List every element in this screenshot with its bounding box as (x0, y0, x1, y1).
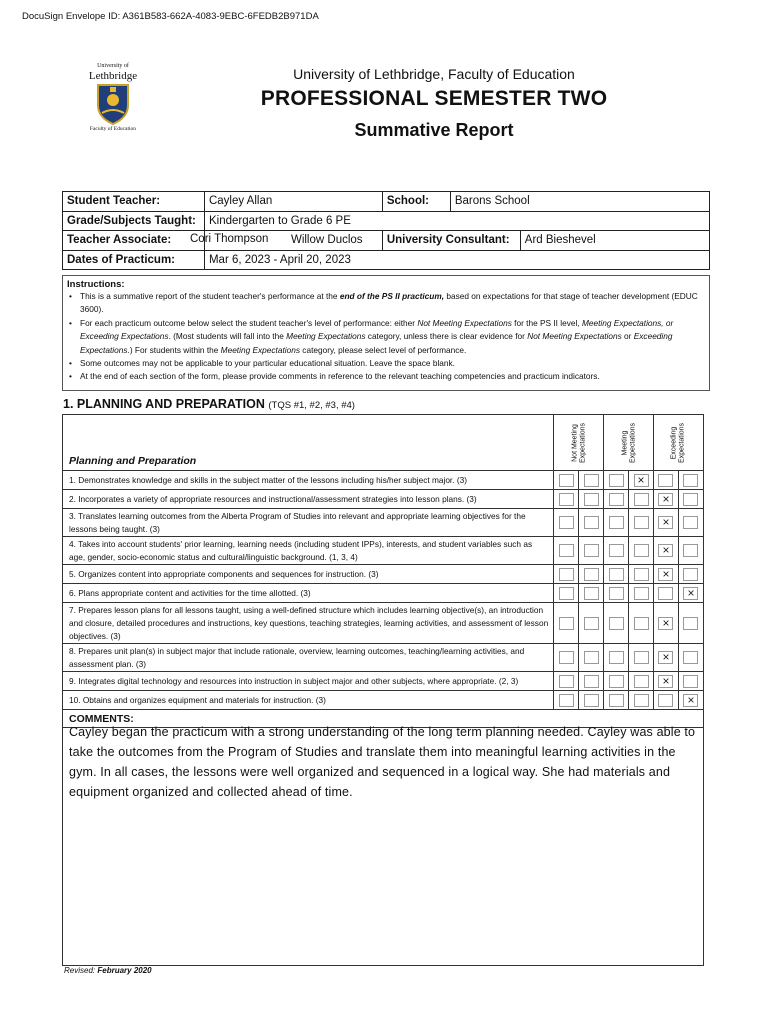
rating-cell (604, 644, 629, 672)
rating-checkbox[interactable]: × (683, 587, 698, 600)
rating-cell (629, 672, 654, 691)
rating-checkbox[interactable] (683, 516, 698, 529)
rating-cell (604, 509, 629, 537)
university-consultant-label: University Consultant: (382, 231, 520, 251)
teacher-associate-label (63, 231, 269, 251)
rating-cell (604, 471, 629, 490)
rating-checkbox[interactable] (609, 617, 624, 630)
outcome-text: 9. Integrates digital technology and resources into instruction in subject major and other subjects, where appropriate. (2, 3) (63, 672, 554, 691)
outcome-text: 8. Prepares unit plan(s) in subject major that include rationale, overview, learning outcomes, teaching/learning activities, and assessment plan. (3) (63, 644, 554, 672)
comments-field[interactable]: Cayley began the practicum with a strong understanding of the long term planning needed. Cayley was able to take the outcomes from the Program of Studies and translate them into meaningful learning activities in the gym. In all cases, the lessons were well organized and sequenced in a logical way. She had materials and equipment organized and collected ahead of time. (62, 718, 704, 966)
rating-checkbox[interactable] (584, 587, 599, 600)
rating-cell (678, 584, 703, 603)
instruction-1: • This is a summative report of the student teacher's performance at the end of the PS II practicum, based on expectations for that stage of teacher development (EDUC 3600). (67, 290, 705, 317)
rating-checkbox[interactable]: × (658, 568, 673, 581)
rating-cell (579, 490, 604, 509)
rating-cell (678, 565, 703, 584)
rating-checkbox[interactable] (634, 675, 649, 688)
rating-cell (629, 584, 654, 603)
rating-checkbox[interactable] (634, 587, 649, 600)
rating-cell (629, 471, 654, 490)
rating-cell (653, 672, 678, 691)
table-row (63, 509, 704, 537)
outcome-text: 5. Organizes content into appropriate components and sequences for instruction. (3) (63, 565, 554, 584)
page-title: PROFESSIONAL SEMESTER TWO (260, 87, 608, 110)
rating-checkbox[interactable] (559, 516, 574, 529)
rating-cell (653, 471, 678, 490)
rating-checkbox[interactable] (559, 568, 574, 581)
rating-checkbox[interactable] (584, 617, 599, 630)
rating-cell (554, 644, 579, 672)
rating-checkbox[interactable] (634, 617, 649, 630)
rating-cell (653, 565, 678, 584)
col-exceeding: Exceeding Expectations (653, 415, 703, 471)
rating-checkbox[interactable] (609, 544, 624, 557)
section-title: 1. PLANNING AND PREPARATION (63, 397, 265, 411)
rating-checkbox[interactable] (609, 587, 624, 600)
rating-cell (678, 603, 703, 644)
rating-checkbox[interactable] (584, 651, 599, 664)
rating-cell (629, 490, 654, 509)
outcome-text: 10. Obtains and organizes equipment and materials for instruction. (3) (63, 691, 554, 710)
rating-cell (678, 691, 703, 710)
university-heading: University of Lethbridge, Faculty of Education (293, 66, 575, 82)
rating-cell (653, 537, 678, 565)
teacher-associate-name-2[interactable]: Willow Duclos (204, 231, 382, 251)
table-row (63, 691, 704, 710)
instructions-box (62, 275, 710, 391)
rating-cell (604, 672, 629, 691)
rating-cell (604, 603, 629, 644)
rating-cell (653, 691, 678, 710)
rating-checkbox[interactable]: × (658, 651, 673, 664)
rating-cell (579, 471, 604, 490)
table-row (63, 565, 704, 584)
table-row (63, 471, 704, 490)
docusign-envelope-id: DocuSign Envelope ID: A361B583-662A-4083-9EBC-6FEDB2B971DA (22, 11, 319, 22)
crest-icon (96, 83, 130, 125)
rating-checkbox[interactable] (559, 544, 574, 557)
rating-checkbox[interactable] (559, 675, 574, 688)
rating-checkbox[interactable] (658, 694, 673, 707)
rating-checkbox[interactable] (584, 675, 599, 688)
rating-checkbox[interactable] (609, 493, 624, 506)
student-teacher-field[interactable]: Cayley Allan (204, 192, 382, 212)
rating-checkbox[interactable] (683, 474, 698, 487)
table-row (63, 584, 704, 603)
rating-checkbox[interactable] (559, 493, 574, 506)
rating-checkbox[interactable]: × (658, 617, 673, 630)
rating-checkbox[interactable] (658, 474, 673, 487)
rating-checkbox[interactable] (609, 651, 624, 664)
dates-field[interactable]: Mar 6, 2023 - April 20, 2023 (204, 250, 709, 270)
section-heading (63, 397, 355, 411)
outcome-text: 6. Plans appropriate content and activities for the time allotted. (3) (63, 584, 554, 603)
rating-checkbox[interactable] (683, 675, 698, 688)
rating-checkbox[interactable]: × (634, 474, 649, 487)
rating-checkbox[interactable] (609, 474, 624, 487)
rating-cell (604, 691, 629, 710)
rating-checkbox[interactable] (559, 587, 574, 600)
rating-cell (579, 603, 604, 644)
university-consultant-field[interactable]: Ard Bieshevel (520, 231, 709, 251)
rating-checkbox[interactable] (584, 474, 599, 487)
rating-checkbox[interactable] (609, 568, 624, 581)
rating-checkbox[interactable] (584, 544, 599, 557)
rating-cell (678, 537, 703, 565)
rating-checkbox[interactable] (559, 474, 574, 487)
student-teacher-label: Student Teacher: (63, 192, 205, 212)
rating-cell (579, 509, 604, 537)
rating-checkbox[interactable] (658, 587, 673, 600)
rating-checkbox[interactable] (609, 675, 624, 688)
rating-cell (678, 490, 703, 509)
col-not-meeting: Not Meeting Expectations (554, 415, 604, 471)
rating-checkbox[interactable] (634, 568, 649, 581)
outcome-text: 4. Takes into account students' prior learning, learning needs (including student IPPs), interests, and student variables such as age, gender, socio-economic status and cultural/linguistic background. (1, 3, 4) (63, 537, 554, 565)
rating-cell (579, 565, 604, 584)
table-row (63, 672, 704, 691)
table-row (63, 644, 704, 672)
table-row (63, 537, 704, 565)
university-logo (80, 63, 146, 149)
dates-label: Dates of Practicum: (63, 250, 205, 270)
rating-cell (678, 509, 703, 537)
outcome-text: 2. Incorporates a variety of appropriate resources and instructional/assessment strategies into lesson plans. (3) (63, 490, 554, 509)
rating-checkbox[interactable] (683, 651, 698, 664)
rating-checkbox[interactable] (559, 694, 574, 707)
rating-checkbox[interactable] (559, 617, 574, 630)
rubric-table (62, 414, 704, 728)
rating-checkbox[interactable] (683, 617, 698, 630)
rating-checkbox[interactable] (559, 651, 574, 664)
logo-line-2: Lethbridge (88, 70, 138, 82)
rating-checkbox[interactable] (634, 544, 649, 557)
rating-cell (579, 644, 604, 672)
col-meeting: Meeting Expectations (604, 415, 654, 471)
outcome-text: 3. Translates learning outcomes from the Alberta Program of Studies into relevant and appropriate learning objectives for the lessons being taught. (3) (63, 509, 554, 537)
rating-cell (554, 490, 579, 509)
school-field[interactable]: Barons School (450, 192, 709, 212)
rating-cell (554, 603, 579, 644)
rating-checkbox[interactable] (683, 493, 698, 506)
instruction-2: • For each practicum outcome below select the student teacher's level of performance: either Not Meeting Expectations for the PS II level, Meeting Expectations, or Exceeding Expectations. (Most students will fall into the Meeting Expectations category, unless there is clear evidence for Not Meeting Expectations or Exceeding Expectations.) For students within the Meeting Expectations category, please select level of performance. (67, 317, 705, 357)
rating-cell (604, 584, 629, 603)
instructions-title: Instructions: (67, 279, 125, 290)
rating-cell (579, 672, 604, 691)
rating-cell (579, 584, 604, 603)
logo-line-3: Faculty of Education (89, 126, 137, 132)
rating-checkbox[interactable] (634, 516, 649, 529)
rating-cell (653, 644, 678, 672)
instruction-4: • At the end of each section of the form, please provide comments in reference to the relevant teaching competencies and practicum indicators. (67, 370, 705, 383)
rating-cell (604, 565, 629, 584)
rating-cell (678, 644, 703, 672)
instruction-3: • Some outcomes may not be applicable to your particular educational situation. Leave the space blank. (67, 357, 705, 370)
rating-checkbox[interactable] (634, 694, 649, 707)
rating-cell (629, 509, 654, 537)
rating-cell (629, 565, 654, 584)
rating-checkbox[interactable] (584, 568, 599, 581)
rating-cell (554, 565, 579, 584)
outcome-text: 1. Demonstrates knowledge and skills in the subject matter of the lessons including his/her subject major. (3) (63, 471, 554, 490)
section-tqs: (TQS #1, #2, #3, #4) (268, 400, 355, 411)
rating-checkbox[interactable]: × (658, 675, 673, 688)
rating-cell (653, 603, 678, 644)
teacher-associate-name-1[interactable]: Cori Thompson (190, 233, 269, 246)
rating-cell (629, 537, 654, 565)
table-row (63, 603, 704, 644)
rating-cell (554, 509, 579, 537)
rating-cell (653, 584, 678, 603)
rating-cell (554, 672, 579, 691)
outcome-text: 7. Prepares lesson plans for all lessons taught, using a well-defined structure which includes learning objective(s), an introduction and closure, detailed procedures and instructions, key questions, teaching strategies, learning activities, and assessment of lesson objectives. (3) (63, 603, 554, 644)
table-header-planning: Planning and Preparation (63, 415, 554, 471)
logo-line-1: University of (97, 63, 129, 69)
rating-cell (678, 672, 703, 691)
rating-cell (653, 509, 678, 537)
rating-checkbox[interactable] (584, 694, 599, 707)
rating-cell (554, 537, 579, 565)
table-row (63, 490, 704, 509)
rating-cell (629, 644, 654, 672)
rating-checkbox[interactable]: × (658, 544, 673, 557)
teacher-associate-label-text: Teacher Associate: (67, 234, 172, 247)
rating-cell (678, 471, 703, 490)
rating-cell (579, 691, 604, 710)
rating-cell (554, 471, 579, 490)
rating-checkbox[interactable]: × (658, 493, 673, 506)
revised-note: Revised: February 2020 (64, 966, 152, 975)
rating-cell (629, 603, 654, 644)
student-info-table (62, 191, 710, 270)
rating-checkbox[interactable] (584, 516, 599, 529)
comments-label: COMMENTS: (63, 710, 704, 728)
rating-checkbox[interactable] (634, 651, 649, 664)
grade-subjects-label: Grade/Subjects Taught: (63, 211, 205, 231)
rating-cell (604, 537, 629, 565)
rating-cell (653, 490, 678, 509)
rating-checkbox[interactable] (683, 544, 698, 557)
rating-cell (554, 691, 579, 710)
rating-cell (554, 584, 579, 603)
rating-checkbox[interactable]: × (683, 694, 698, 707)
rating-checkbox[interactable] (584, 493, 599, 506)
page-subtitle: Summative Report (354, 120, 514, 140)
rating-cell (604, 490, 629, 509)
rating-checkbox[interactable] (634, 493, 649, 506)
rating-checkbox[interactable] (609, 516, 624, 529)
rating-checkbox[interactable] (683, 568, 698, 581)
school-label: School: (382, 192, 450, 212)
rating-checkbox[interactable]: × (658, 516, 673, 529)
rating-checkbox[interactable] (609, 694, 624, 707)
grade-subjects-field[interactable]: Kindergarten to Grade 6 PE (204, 211, 709, 231)
rating-cell (629, 691, 654, 710)
rating-cell (579, 537, 604, 565)
